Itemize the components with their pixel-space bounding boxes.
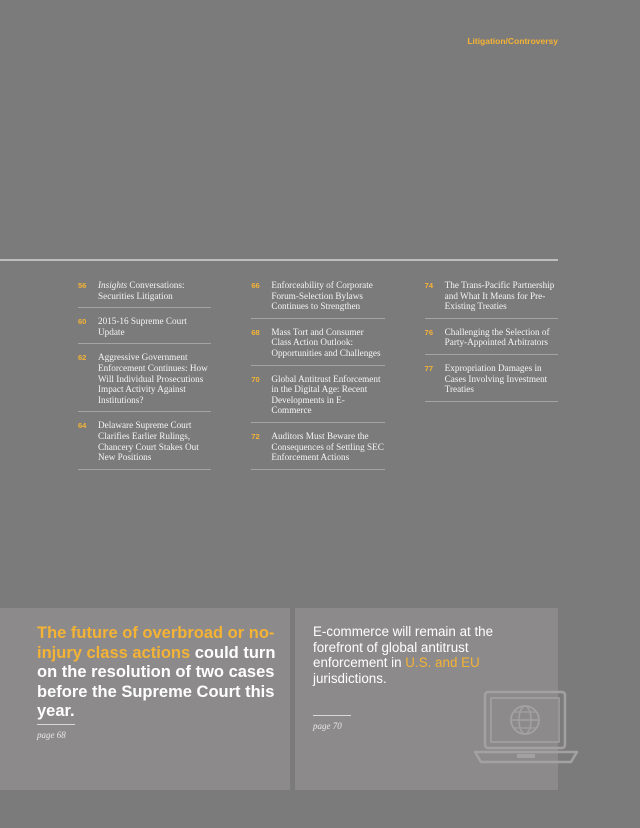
toc-entry[interactable] bbox=[78, 420, 211, 469]
toc-entry[interactable] bbox=[425, 280, 558, 319]
callout-panel-right bbox=[295, 608, 558, 790]
pull-quote-text: could turn on the resolution of two cases before the Supreme Court this year. bbox=[37, 643, 276, 720]
toc-entry[interactable] bbox=[251, 431, 384, 470]
page-ref-rule bbox=[37, 724, 75, 725]
page-ref-right[interactable]: page 70 bbox=[313, 721, 342, 731]
toc-column bbox=[425, 280, 558, 478]
toc-title-text: Global Antitrust Enforcement in the Digital Age: Recent Developments in E-Commerce bbox=[271, 373, 381, 416]
toc-entry[interactable] bbox=[78, 352, 211, 412]
toc-title-text: Conversations: Securities Litigation bbox=[98, 280, 185, 301]
page-ref-left[interactable]: page 68 bbox=[37, 730, 66, 740]
toc-entry[interactable] bbox=[251, 280, 384, 319]
toc-entry[interactable] bbox=[251, 327, 384, 366]
toc-title-text: The Trans-Pacific Partnership and What It Means for Pre-Existing Treaties bbox=[444, 280, 555, 312]
toc-title bbox=[271, 431, 384, 463]
pull-quote-highlight: The future of overbroad or no-injury class actions bbox=[37, 624, 275, 662]
page-ref-rule bbox=[313, 715, 351, 716]
toc-entry[interactable] bbox=[78, 316, 211, 344]
toc-title bbox=[271, 374, 384, 416]
toc-page-number: 70 bbox=[251, 374, 260, 384]
toc-entry[interactable] bbox=[425, 327, 558, 355]
toc-page-number: 72 bbox=[251, 431, 260, 441]
toc-page-number: 74 bbox=[424, 281, 433, 290]
toc-page-number: 56 bbox=[78, 281, 87, 290]
toc-entry[interactable] bbox=[78, 280, 211, 308]
toc-title-text: Aggressive Government Enforcement Continues: How Will Individual Prosecutions Impact Activity Against Institutions? bbox=[98, 352, 208, 405]
toc-title-text: Delaware Supreme Court Clarifies Earlier Rulings, Chancery Court Stakes Out New Positions bbox=[98, 420, 199, 463]
toc-title-text: Challenging the Selection of Party-Appointed Arbitrators bbox=[444, 326, 550, 348]
pull-quote-highlight: U.S. and EU bbox=[405, 655, 480, 671]
callout-panel-left bbox=[0, 608, 290, 790]
toc-title bbox=[98, 420, 211, 462]
toc-page-number: 76 bbox=[424, 327, 433, 337]
toc-page-number: 68 bbox=[251, 327, 260, 337]
laptop-globe-icon bbox=[473, 690, 579, 766]
toc-page-number: 62 bbox=[78, 353, 87, 363]
toc-title bbox=[445, 363, 558, 395]
pull-quote-text-before: E-commerce will remain at the forefront of global antitrust enforcement in bbox=[313, 624, 494, 671]
toc-page-number: 64 bbox=[78, 421, 87, 431]
toc-title-text: Auditors Must Beware the Consequences of Settling SEC Enforcement Actions bbox=[271, 430, 384, 463]
toc-page-number: 66 bbox=[251, 281, 260, 290]
toc-title bbox=[445, 327, 558, 348]
toc-title bbox=[98, 280, 211, 301]
toc-entry[interactable] bbox=[251, 374, 384, 423]
divider-rule bbox=[0, 259, 558, 261]
toc-title bbox=[271, 327, 384, 359]
toc-title-text: 2015-16 Supreme Court Update bbox=[98, 316, 187, 337]
toc-title-text: Mass Tort and Consumer Class Action Outlook: Opportunities and Challenges bbox=[271, 326, 381, 358]
pull-quote-left bbox=[37, 624, 277, 722]
section-label: Litigation/Controversy bbox=[467, 36, 558, 46]
toc-title-text: Enforceability of Corporate Forum-Selection Bylaws Continues to Strengthen bbox=[271, 280, 373, 312]
toc-title-text: Expropriation Damages in Cases Involving Investment Treaties bbox=[444, 362, 548, 395]
toc-title bbox=[445, 280, 558, 312]
toc-page-number: 77 bbox=[424, 363, 433, 373]
toc-column bbox=[251, 280, 384, 478]
toc-title bbox=[98, 352, 211, 405]
toc-column bbox=[78, 280, 211, 478]
toc-page-number: 60 bbox=[78, 317, 87, 327]
pull-quote-text-after: jurisdictions. bbox=[313, 670, 387, 686]
pull-quote-right bbox=[313, 624, 503, 686]
toc-title-italic: Insights bbox=[98, 280, 128, 290]
toc-title bbox=[271, 280, 384, 312]
toc-title bbox=[98, 316, 211, 337]
table-of-contents bbox=[78, 280, 558, 478]
toc-entry[interactable] bbox=[425, 363, 558, 402]
